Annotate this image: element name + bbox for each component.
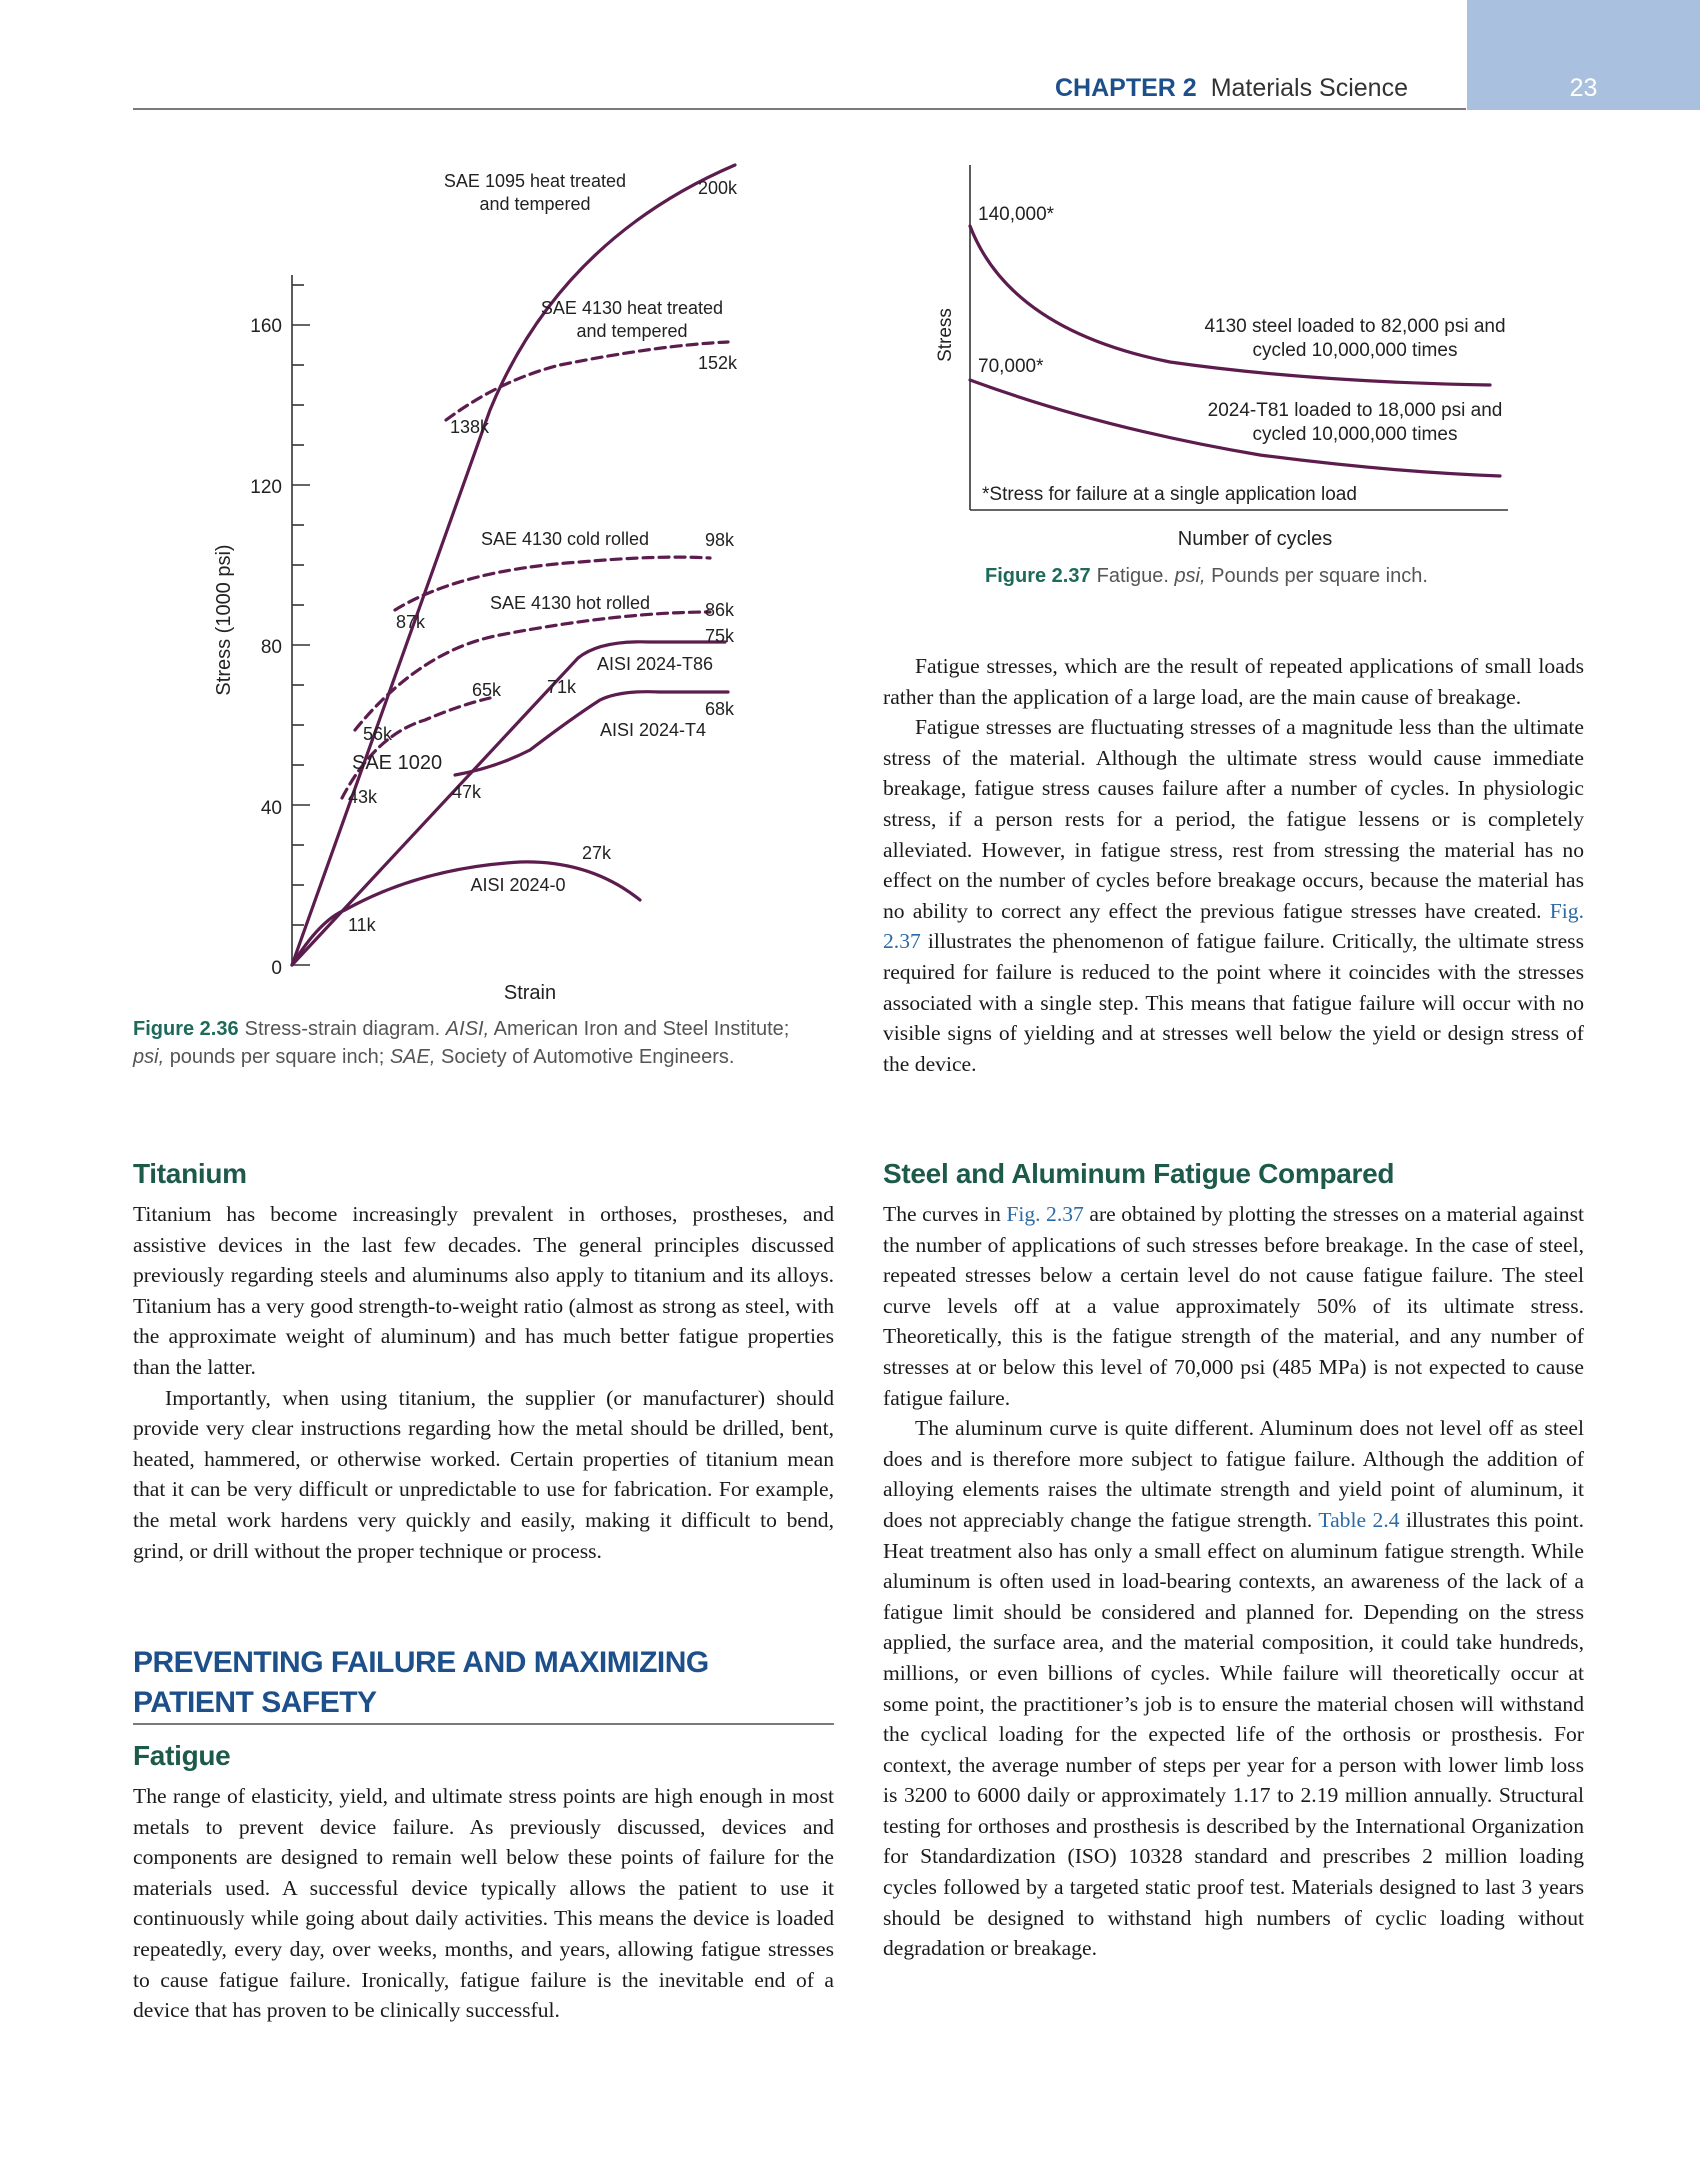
- label-sae1095-l1: SAE 1095 heat treated: [443, 171, 627, 191]
- caption-text: pounds per square inch;: [169, 1046, 385, 1068]
- fatigue-chart: [930, 160, 1520, 560]
- caption-text: Fatigue.: [1096, 565, 1169, 587]
- caption-label: Figure 2.36: [133, 1018, 239, 1040]
- caption-abbr: SAE,: [389, 1046, 436, 1068]
- label-68k: 68k: [705, 699, 735, 719]
- caption-abbr: psi,: [1174, 565, 1206, 587]
- label-70000: 70,000*: [978, 356, 1044, 377]
- curve-sae1095: [292, 165, 735, 965]
- caption-text: Stress-strain diagram.: [244, 1018, 441, 1040]
- fatigue-y-axis-label: Stress: [935, 308, 956, 362]
- figure-2-36-caption: [133, 1015, 833, 1071]
- text-run: are obtained by plotting the stresses on a material against the number of applications of such stresses before breakage. In the case of steel, repeated stresses below a certain level do not cause fatigue failure. The steel curve levels off at a value approximately 50% of its ultimate stress. Theoretically, this is the fatigue strength of the material, and any number of stresses at or below this level of 70,000 psi (485 MPa) is not expected to cause fatigue failure.: [883, 1202, 1584, 1410]
- label-sae4130ht-l1: SAE 4130 heat treated: [540, 298, 724, 318]
- label-75k: 75k: [705, 626, 735, 646]
- y-tick-label-120: 120: [250, 477, 282, 498]
- paragraph: The range of elasticity, yield, and ultimate stress points are high enough in most metals to prevent device failure. As previously discussed, devices and components are designed to remain well below these points of failure for the materials used. A successful device typically allows the patient to use it continuously while going about daily activities. This means the device is loaded repeatedly, every day, over weeks, months, and years, allowing fatigue stresses to cause fatigue failure. Ironically, fatigue failure is the inevitable end of a device that has proven to be clinically successful.: [133, 1784, 834, 2023]
- figure-link[interactable]: Fig. 2.37: [1006, 1202, 1084, 1226]
- running-header: [1055, 74, 1408, 103]
- paragraph: Titanium has become increasingly prevalent in orthoses, prostheses, and assistive devices in the last few decades. The general principles discussed previously regarding steels and aluminums also apply to titanium and its alloys. Titanium has a very good strength-to-weight ratio (almost as strong as steel, with the approximate weight of aluminum) and has much better fatigue properties than the latter.: [133, 1202, 834, 1379]
- label-56k: 56k: [363, 724, 393, 744]
- label-65k: 65k: [472, 680, 502, 700]
- label-43k: 43k: [348, 787, 378, 807]
- y-tick-label-40: 40: [260, 798, 282, 819]
- paragraph: [883, 1199, 1584, 1413]
- main-heading-line: PREVENTING FAILURE AND MAXIMIZING: [133, 1646, 709, 1679]
- figure-link[interactable]: Fig. 2.37: [883, 898, 1584, 954]
- paragraph: Fatigue stresses, which are the result of repeated applications of small loads rather than the application of a large load, are the main cause of breakage.: [883, 654, 1584, 709]
- label-98k: 98k: [705, 530, 735, 550]
- y-tick-marks: [292, 285, 310, 965]
- label-sae1095-l2: and tempered: [479, 194, 591, 214]
- header-rule: [133, 108, 1466, 110]
- paragraph: [883, 712, 1584, 1079]
- main-heading-rule: [133, 1723, 834, 1725]
- fatigue-heading: Fatigue: [133, 1740, 231, 1771]
- chapter-title: Materials Science: [1210, 74, 1408, 102]
- label-aisi20240: AISI 2024-0: [470, 875, 566, 895]
- label-steel-l1: 4130 steel loaded to 82,000 psi and: [1204, 316, 1506, 337]
- label-al-l1: 2024-T81 loaded to 18,000 psi and: [1207, 400, 1503, 421]
- label-aisi2024t86: AISI 2024-T86: [596, 654, 714, 674]
- y-axis-label: Stress (1000 psi): [213, 544, 235, 696]
- text-run: illustrates this point. Heat treatment also has only a small effect on aluminum fatigue strength. While aluminum is often used in load-bearing contexts, an awareness of the lack of a fatigue limit should be considered and planned for. Depending on the stress applied, the surface area, and the material composition, it could take hundreds, millions, or even billions of cycles. While failure will theoretically occur at some point, the practitioner’s job is to ensure the material chosen will withstand the cyclical loading for the expected life of the orthosis or prosthesis. For context, the average number of steps per year for a person with lower limb loss is 3200 to 6000 daily or approximately 1.17 to 2.19 million annually. Structural testing for orthoses and prosthesis is described by the International Organization for Standardization (ISO) 10328 standard and prescribes 2 million loading cycles followed by a targeted static proof test. Materials designed to last 3 years should be designed to withstand high numbers of cyclic loading without degradation or breakage.: [883, 1507, 1584, 1961]
- page-number: 23: [1569, 74, 1598, 102]
- caption-abbr: AISI,: [445, 1018, 490, 1040]
- label-11k: 11k: [348, 915, 376, 935]
- x-axis-label: Strain: [503, 982, 557, 1004]
- text-run: Fatigue stresses are fluctuating stresses of a magnitude less than the ultimate stress of the material. Although the ultimate stress would cause immediate breakage, fatigue stress causes failure after a number of cycles. In physiologic stress, if a person rests for a period, the fatigue lessens or is completely alleviated. However, in fatigue stress, rest from stressing the material has no effect on the number of cycles before breakage occurs, because the material has no ability to correct any effect the previous fatigue stresses have created.: [883, 715, 1584, 923]
- table-link[interactable]: Table 2.4: [1318, 1507, 1400, 1532]
- stress-strain-chart: [200, 150, 780, 1010]
- label-sae4130cr: SAE 4130 cold rolled: [480, 529, 650, 549]
- label-aisi2024t4: AISI 2024-T4: [599, 720, 707, 740]
- label-86k: 86k: [705, 600, 735, 620]
- label-71k: 71k: [547, 677, 577, 697]
- label-87k: 87k: [396, 612, 426, 632]
- chapter-number: CHAPTER 2: [1055, 74, 1197, 102]
- label-200k: 200k: [698, 178, 738, 198]
- page-number-box: [1467, 0, 1700, 110]
- y-tick-label-0: 0: [271, 958, 282, 979]
- label-sae1020: SAE 1020: [352, 752, 443, 774]
- fatigue-x-axis-label: Number of cycles: [1177, 528, 1333, 550]
- curve-aisi2024-0: [292, 862, 640, 965]
- text-run: illustrates the phenomenon of fatigue failure. Critically, the ultimate stress required for failure is reduced to the point where it coincides with the stresses associated with a single step. This means that fatigue failure will occur with no visible signs of yielding and at stresses well below the yield or design stress of the device.: [883, 929, 1584, 1076]
- caption-abbr: psi,: [133, 1046, 165, 1068]
- caption-label: Figure 2.37: [985, 565, 1091, 587]
- label-footnote: *Stress for failure at a single application load: [982, 484, 1357, 505]
- right-column-bottom: [883, 1199, 1584, 1964]
- label-140000: 140,000*: [978, 204, 1055, 225]
- caption-text: American Iron and Steel Institute;: [493, 1018, 790, 1040]
- label-138k: 138k: [450, 417, 490, 437]
- caption-text: Pounds per square inch.: [1211, 565, 1428, 587]
- paragraph: [883, 1413, 1584, 1964]
- label-al-l2: cycled 10,000,000 times: [1252, 424, 1458, 445]
- main-heading-line: PATIENT SAFETY: [133, 1686, 377, 1719]
- y-tick-label-80: 80: [260, 637, 282, 658]
- steel-aluminum-heading: Steel and Aluminum Fatigue Compared: [883, 1158, 1395, 1189]
- fatigue-text: [133, 1781, 834, 2026]
- label-152k: 152k: [698, 353, 738, 373]
- caption-text: Society of Automotive Engineers.: [440, 1046, 735, 1068]
- y-tick-label-160: 160: [250, 316, 282, 337]
- curve-sae4130-heat-treated: [446, 342, 728, 420]
- text-run: The aluminum curve is quite different. Aluminum does not level off as steel does and is therefore more subject to fatigue failure. Although the addition of alloying elements raises the ultimate strength and yield point of aluminum, it does not appreciably change the fatigue strength.: [883, 1416, 1584, 1532]
- right-column-top: [883, 651, 1584, 1079]
- figure-2-37-caption: [985, 562, 1545, 590]
- titanium-text: [133, 1199, 834, 1566]
- label-steel-l2: cycled 10,000,000 times: [1252, 340, 1458, 361]
- label-27k: 27k: [582, 843, 612, 863]
- label-47k: 47k: [452, 782, 482, 802]
- titanium-heading: Titanium: [133, 1158, 247, 1189]
- label-sae4130hr: SAE 4130 hot rolled: [489, 593, 651, 613]
- main-heading: [133, 1643, 709, 1723]
- paragraph: Importantly, when using titanium, the supplier (or manufacturer) should provide very clear instructions regarding how the metal should be drilled, bent, heated, hammered, or otherwise worked. Certain properties of titanium mean that it can be very difficult or unpredictable to use for fabrication. For example, the metal work hardens very quickly and easily, making it difficult to bend, grind, or drill without the proper technique or process.: [133, 1385, 834, 1563]
- curve-4130-steel: [970, 226, 1490, 385]
- label-sae4130ht-l2: and tempered: [576, 321, 688, 341]
- text-run: The curves in: [883, 1202, 1001, 1226]
